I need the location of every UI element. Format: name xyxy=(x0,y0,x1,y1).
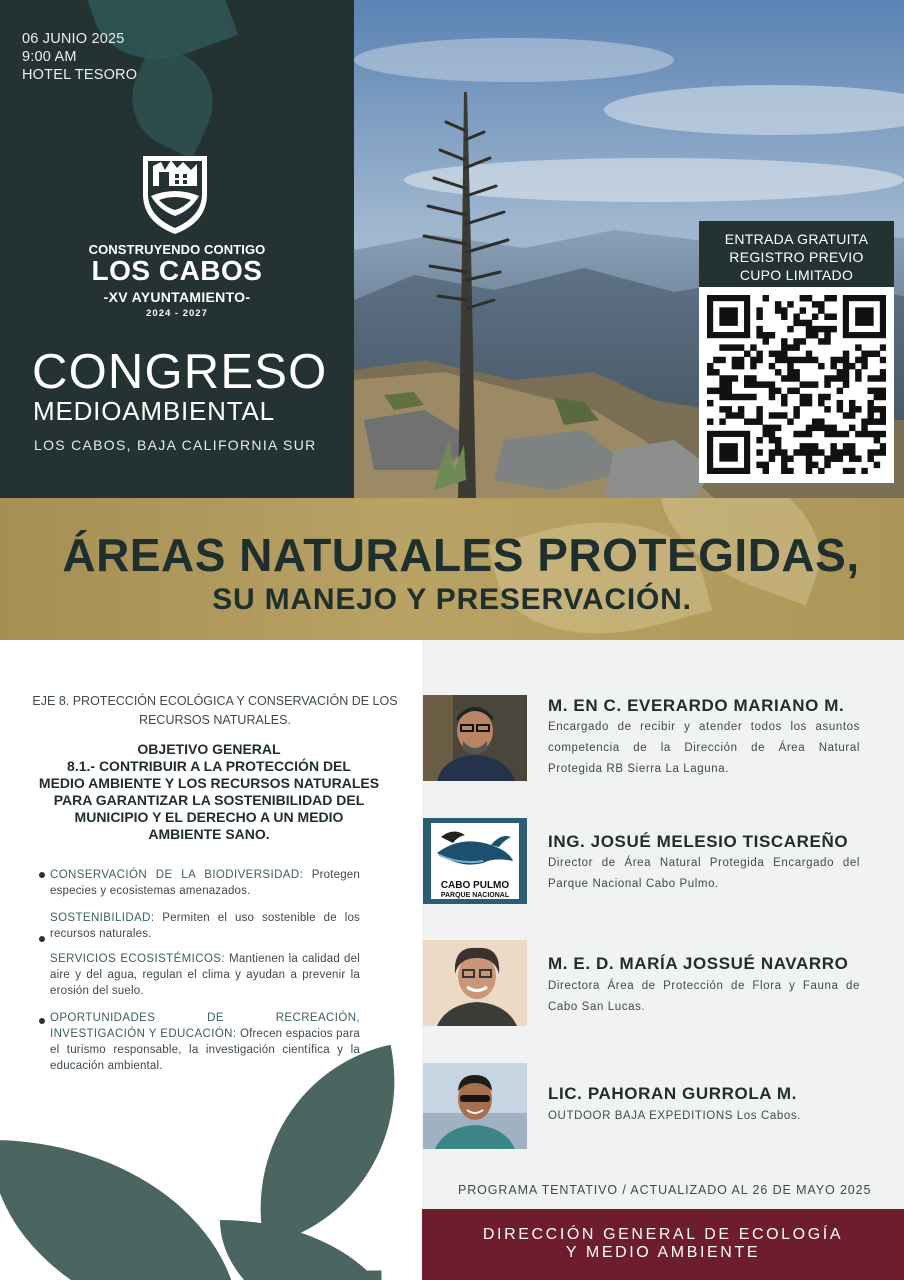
speaker-name: M. EN C. EVERARDO MARIANO M. xyxy=(548,696,845,715)
topic-title: ÁREAS NATURALES PROTEGIDAS, xyxy=(62,529,860,581)
qr-code[interactable] xyxy=(707,295,886,474)
speaker-photo xyxy=(423,695,527,781)
benefit-text: Permiten el uso sostenible de los recursos naturales. xyxy=(50,912,360,940)
speaker-photo xyxy=(423,940,527,1026)
free-entry-text: ENTRADA GRATUITA xyxy=(724,231,869,247)
organizer-line: Y MEDIO AMBIENTE xyxy=(565,1244,761,1261)
speaker-name: M. E. D. MARÍA JOSSUÉ NAVARRO xyxy=(548,954,849,973)
limited-capacity-text: CUPO LIMITADO xyxy=(739,267,854,283)
speaker-role: Director de Área Natural Protegida Encargado del Parque Nacional Cabo Pulmo. xyxy=(548,857,860,890)
logo-years: 2024 - 2027 xyxy=(146,308,208,319)
objective-line: AMBIENTE SANO. xyxy=(148,826,270,842)
event-date: 06 JUNIO 2025 xyxy=(22,31,125,47)
benefit-term: SOSTENIBILIDAD: xyxy=(50,912,155,924)
benefit-item xyxy=(50,951,360,999)
logo-tagline: CONSTRUYENDO CONTIGO xyxy=(88,242,266,257)
speaker-name: ING. JOSUÉ MELESIO TISCAREÑO xyxy=(548,832,849,851)
logo-card xyxy=(431,823,519,899)
program-note: PROGRAMA TENTATIVO / ACTUALIZADO AL 26 DE MAYO 2025 xyxy=(458,1183,872,1197)
logo-text: CABO PULMO xyxy=(440,880,510,891)
pre-registration-text: REGISTRO PREVIO xyxy=(729,249,864,265)
benefit-text: Ofrecen espacios para el turismo responsable, la investigación científica y la educación ambiental. xyxy=(50,1028,360,1072)
bullet-dot xyxy=(39,936,45,942)
leaf-decoration xyxy=(229,1045,422,1246)
speaker-name: LIC. PAHORAN GURROLA M. xyxy=(548,1084,797,1103)
topic-subtitle: SU MANEJO Y PRESERVACIÓN. xyxy=(212,583,692,616)
axis-line: EJE 8. PROTECCIÓN ECOLÓGICA Y CONSERVACIÓN DE LOS xyxy=(32,694,398,708)
speaker-portrait-icon xyxy=(423,695,527,781)
benefit-item xyxy=(50,867,360,899)
benefit-text: Mantienen la calidad del aire y del agua, regulan el clima y ayudan a prevenir la erosión del suelo. xyxy=(50,953,360,997)
organizer-footer xyxy=(422,1209,904,1280)
los-cabos-crest-logo xyxy=(139,150,211,236)
objective-line: MUNICIPIO Y EL DERECHO A UN MEDIO xyxy=(74,809,344,825)
benefit-term: CONSERVACIÓN DE LA BIODIVERSIDAD: xyxy=(50,869,304,881)
congress-subtitle: MEDIOAMBIENTAL xyxy=(33,396,275,426)
leaf-decoration xyxy=(220,1220,400,1280)
speaker-portrait-icon xyxy=(423,940,527,1026)
speaker-role: Encargado de recibir y atender todos los asuntos competencia de la Dirección de Área Natural Protegida RB Sierra La Laguna. xyxy=(548,721,860,775)
logo-text: PARQUE NACIONAL xyxy=(440,892,510,899)
benefit-term: OPORTUNIDADES DE RECREACIÓN, INVESTIGACIÓN Y EDUCACIÓN: xyxy=(50,1012,360,1040)
general-objective xyxy=(28,741,390,843)
organizer-line: DIRECCIÓN GENERAL DE ECOLOGÍA xyxy=(482,1226,844,1243)
objective-heading: OBJETIVO GENERAL xyxy=(137,741,281,757)
speaker-portrait-icon xyxy=(423,1063,527,1149)
event-info xyxy=(22,30,137,84)
speaker-photo xyxy=(423,1063,527,1149)
logo-title: LOS CABOS xyxy=(91,255,263,286)
objective-line: MEDIO AMBIENTE Y LOS RECURSOS NATURALES xyxy=(38,775,380,791)
benefit-item xyxy=(50,910,360,942)
leaf-decoration xyxy=(0,1140,240,1280)
event-time: 9:00 AM xyxy=(22,49,77,65)
speaker-role: OUTDOOR BAJA EXPEDITIONS Los Cabos. xyxy=(548,1110,801,1122)
axis-line: RECURSOS NATURALES. xyxy=(139,713,291,727)
benefit-item xyxy=(50,1010,360,1074)
qr-code-container[interactable] xyxy=(699,287,894,483)
cabo-pulmo-logo xyxy=(423,818,527,904)
benefit-text: Protegen especies y ecosistemas amenazados. xyxy=(50,869,360,897)
objective-line: 8.1.- CONTRIBUIR A LA PROTECCIÓN DEL xyxy=(67,758,351,774)
speaker-role: Directora Área de Protección de Flora y Fauna de Cabo San Lucas. xyxy=(548,980,860,1013)
whale-icon xyxy=(431,823,519,875)
axis-statement xyxy=(30,692,400,730)
congress-location: LOS CABOS, BAJA CALIFORNIA SUR xyxy=(34,437,317,453)
registration-info xyxy=(699,221,894,287)
bullet-dot xyxy=(39,1018,45,1024)
event-venue: HOTEL TESORO xyxy=(22,67,138,83)
bullet-dot xyxy=(39,872,45,878)
benefit-term: SERVICIOS ECOSISTÉMICOS: xyxy=(50,953,225,965)
objective-line: PARA GARANTIZAR LA SOSTENIBILIDAD DEL xyxy=(53,792,365,808)
logo-ayuntamiento: -XV AYUNTAMIENTO- xyxy=(103,289,251,305)
congress-title: CONGRESO xyxy=(32,345,328,399)
